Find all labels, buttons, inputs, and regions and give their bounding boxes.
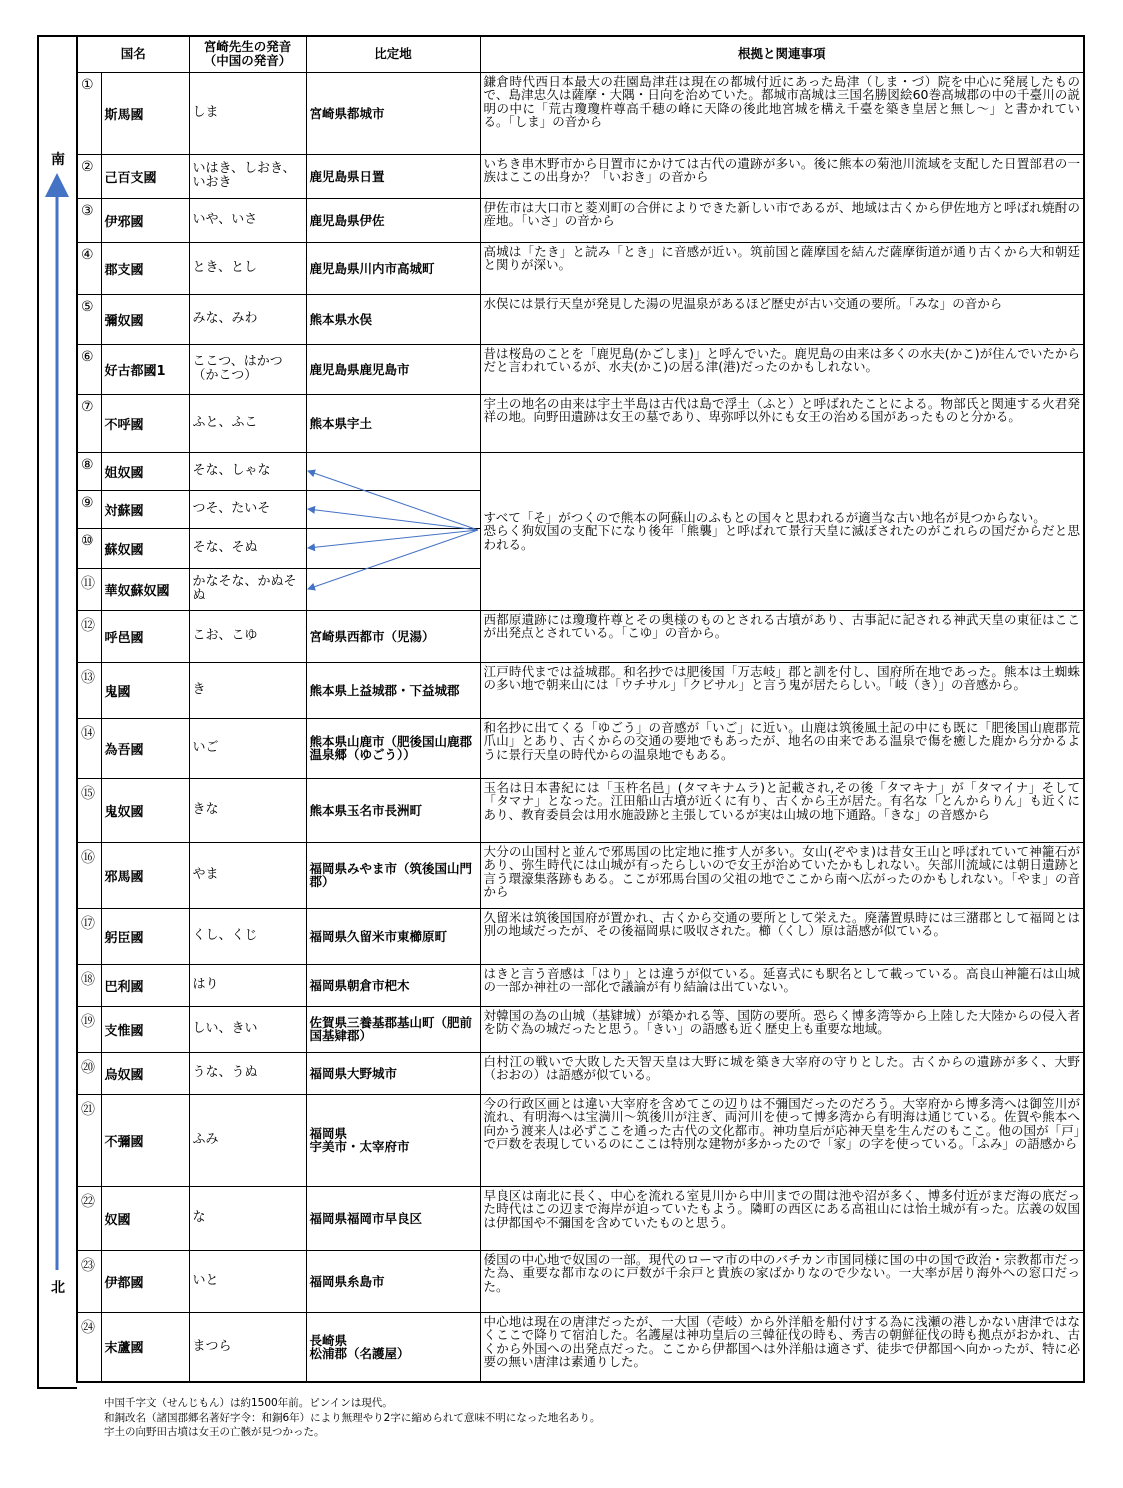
- pronunciation-text: いご: [192, 740, 219, 755]
- pronunciation-text: ふみ: [192, 1132, 219, 1147]
- description-text: 倭国の中心地で奴国の一部。現代のローマ市の中のバチカン市国同様に国の中の国で政治・宗教都市だった為、重要な都市なのに戸数が千余戸と貴族の家ばかりなので少ない。一大率が居り海外への窓口だった。: [483, 1251, 1081, 1294]
- description-text: いちき串木野市から日置市にかけては古代の遺跡が多い。後に熊本の菊池川流域を支配した日置部君の一族はここの出身か？「いおき」の音から: [483, 155, 1081, 184]
- pronunciation: [189, 1006, 306, 1052]
- location-text: 福岡県糸島市: [309, 1273, 385, 1289]
- row-number-text: ㉓: [81, 1257, 95, 1274]
- description-text: 伊佐市は大口市と菱刈町の合併によりできた新しい市であるが、地域は古くから伊佐地方と呼ばれ焼酎の産地。「いさ」の音から: [483, 199, 1081, 228]
- pronunciation-text: ここつ、はかつ（かこつ）: [192, 354, 283, 383]
- pronunciation: [189, 964, 306, 1006]
- description: [480, 718, 1084, 778]
- description-text: 中心地は現在の唐津だったが、一大国（壱岐）から外洋船を船付けする為に浅瀬の港しかない唐津ではなくここで降りて宿泊した。名護屋は神功皇后の三韓征伐の時も、秀吉の朝鮮征伐の時も拠点がおかれ、古くから外国への出発点だった。ここから伊都国へは外洋船は適さず、徒歩で伊都国へ向かったが、特に必要の無い唐津は素通りした。: [483, 1313, 1081, 1369]
- description-text: 和名抄に出てくる「ゆごう」の音感が「いご」に近い。山鹿は筑後風土記の中にも既に「肥後国山鹿郡荒爪山」とあり、古くからの交通の要地でもあったが、地名の由来である温泉で傷を癒した鹿から分かるように景行天皇の時代からの温泉地でもある。: [483, 719, 1081, 762]
- description: [480, 1250, 1084, 1312]
- location-text: 熊本県山鹿市（肥後国山鹿郡温泉郷（ゆごう））: [309, 734, 473, 762]
- location-text: 福岡県みやま市（筑後国山門郡）: [309, 861, 473, 889]
- location-text: 鹿児島県日置: [309, 168, 385, 184]
- pronunciation-text: そな、そぬ: [192, 540, 258, 555]
- location: [306, 154, 480, 198]
- country-name: [101, 842, 189, 908]
- row-number-text: ③: [81, 202, 94, 219]
- table-row: [77, 908, 1084, 964]
- pronunciation-text: まつら: [192, 1338, 232, 1354]
- row-number: [77, 1250, 101, 1312]
- description: [480, 72, 1084, 154]
- pronunciation: [189, 908, 306, 964]
- row-number-text: ⑳: [81, 1059, 95, 1076]
- description-text: 早良区は南北に長く、中心を流れる室見川から中川までの間は池や沼が多く、博多付近がまだ海の底だった時代はこの辺まで海岸が迫っていたもよう。隣町の西区にある高祖山には怡土城が有った。広義の奴国は伊都国や不彌国を含めていたものと思う。: [483, 1187, 1081, 1230]
- table-row: [77, 294, 1084, 344]
- location-text: 熊本県玉名市長洲町: [309, 802, 423, 818]
- location: [306, 610, 480, 662]
- description-text: 江戸時代までは益城郡。和名抄では肥後国「万志岐」郡と訓を付し、国府所在地であった。熊本は土蜘蛛の多い地で朝来山には「ウチサル」「クビサル」と言う鬼が居たらしい。「岐（き）」の音感から。: [483, 663, 1081, 692]
- location: [306, 1312, 480, 1382]
- description: [480, 662, 1084, 718]
- row-number: [77, 154, 101, 198]
- location-text: 熊本県水俣: [309, 311, 373, 327]
- location: [306, 72, 480, 154]
- pronunciation-text: きな: [192, 802, 219, 817]
- pronunciation-text: やま: [192, 867, 219, 882]
- pronunciation: [189, 72, 306, 154]
- pronunciation-text: こお、こゆ: [192, 628, 258, 643]
- pronunciation: [189, 662, 306, 718]
- note-line: 和銅改名（諸国郡郷名著好字令：和銅6年）により無理やり2字に縮められて意味不明になった地名あり。: [104, 1411, 601, 1424]
- country-name-text: 躬臣國: [104, 930, 144, 946]
- country-name: [101, 1250, 189, 1312]
- row-number-text: ㉑: [81, 1101, 95, 1118]
- row-number: [77, 294, 101, 344]
- row-number: [77, 198, 101, 242]
- header-pron-text: 宮崎先生の発音 （中国の発音）: [203, 39, 292, 69]
- table-row: [77, 610, 1084, 662]
- pronunciation-text: ふと、ふこ: [192, 415, 258, 430]
- row-number-text: ⑩: [81, 532, 94, 549]
- pronunciation-text: そな、しゃな: [192, 463, 271, 478]
- description-text: 高城は「たき」と読み「とき」に音感が近い。筑前国と薩摩国を結んだ薩摩街道が通り古くから大和朝廷と関りが深い。: [483, 243, 1081, 272]
- table-row: [77, 718, 1084, 778]
- row-number-text: ⑯: [81, 849, 95, 866]
- country-name: [101, 394, 189, 452]
- south-label: 南: [51, 152, 65, 168]
- description: [480, 908, 1084, 964]
- table-row: [77, 452, 1084, 490]
- note-line: 宇土の向野田古墳は女王の亡骸が見つかった。: [104, 1426, 325, 1438]
- description-text: 大分の山国村と並んで邪馬国の比定地に推す人が多い。女山(ぞやま)は昔女王山と呼ばれていて神籠石があり、弥生時代には山城が有ったらしいので女王が治めていたかもしれない。矢部川流域には朝日遺跡と言う環濠集落跡もある。ここが邪馬台国の父祖の地でここから南へ広がったのかもしれない。「やま」の音から: [483, 843, 1081, 899]
- description-text: 白村江の戦いで大敗した天智天皇は大野に城を築き大宰府の守りとした。古くからの遺跡が多く、大野（おおの）は語感が似ている。: [483, 1053, 1081, 1082]
- description-text: はきと言う音感は「はり」とは違うが似ている。延喜式にも駅名として載っている。高良山神籠石は山城の一部か神社の一部化で議論が有り結論は出ていない。: [483, 965, 1081, 994]
- pronunciation-text: つそ、たいそ: [192, 501, 271, 516]
- location: [306, 718, 480, 778]
- country-name: [101, 1312, 189, 1382]
- header-pron: [189, 36, 306, 72]
- table-row: [77, 1250, 1084, 1312]
- row-number: [77, 1312, 101, 1382]
- country-name-text: 為吾國: [104, 742, 144, 758]
- table-row: [77, 1094, 1084, 1186]
- row-number: [77, 242, 101, 294]
- table-row: [77, 1186, 1084, 1250]
- row-number: [77, 568, 101, 610]
- pronunciation-text: はり: [192, 977, 219, 992]
- location-text: 鹿児島県鹿児島市: [309, 361, 410, 377]
- location: [306, 490, 480, 528]
- row-number: [77, 662, 101, 718]
- row-number: [77, 1094, 101, 1186]
- description: [480, 1186, 1084, 1250]
- header-row: [77, 36, 1084, 72]
- location: [306, 394, 480, 452]
- pronunciation-text: かなそな、かぬそぬ: [192, 574, 297, 603]
- pronunciation: [189, 198, 306, 242]
- country-name-text: 伊邪國: [104, 214, 144, 230]
- description: [480, 964, 1084, 1006]
- table-row: [77, 778, 1084, 842]
- pronunciation-text: うな、うぬ: [192, 1065, 258, 1080]
- country-name-text: 不呼國: [104, 417, 144, 433]
- pronunciation-text: しま: [192, 105, 219, 120]
- row-number-text: ⑲: [81, 1013, 95, 1030]
- pronunciation: [189, 568, 306, 610]
- table-row: [77, 1052, 1084, 1094]
- location: [306, 1186, 480, 1250]
- pronunciation: [189, 1052, 306, 1094]
- location-text: 長崎県 松浦郡（名護屋）: [309, 1332, 410, 1361]
- merged-description-text: すべて「そ」がつくので熊本の阿蘇山のふもとの国々と思われるが適当な古い地名が見つからない。 恐らく狗奴国の支配下になり後年「熊襲」と呼ばれて景行天皇に滅ぼされたのがこれらの国だからだと思われる。: [483, 509, 1081, 552]
- location: [306, 908, 480, 964]
- country-name-text: 斯馬國: [104, 107, 144, 123]
- location-text: 福岡県大野城市: [309, 1065, 398, 1081]
- description-text: 昔は桜島のことを「鹿児島(かごしま)」と呼んでいた。鹿児島の由来は多くの水夫(かこ)が住んでいたからだと言われているが、水夫(かこ)の居る津(港)だったのかもしれない。: [483, 345, 1081, 374]
- row-number-text: ②: [81, 158, 94, 175]
- pronunciation-text: くし、くじ: [192, 928, 258, 943]
- row-number: [77, 344, 101, 394]
- row-number-text: ④: [81, 246, 94, 263]
- pronunciation: [189, 490, 306, 528]
- location: [306, 1250, 480, 1312]
- north-label: 北: [51, 1280, 65, 1296]
- row-number: [77, 610, 101, 662]
- pronunciation: [189, 294, 306, 344]
- country-name: [101, 908, 189, 964]
- pronunciation-text: いと: [192, 1273, 219, 1288]
- table-row: [77, 72, 1084, 154]
- country-name: [101, 718, 189, 778]
- description: [480, 1052, 1084, 1094]
- row-number: [77, 964, 101, 1006]
- table-row: [77, 242, 1084, 294]
- location: [306, 1094, 480, 1186]
- description-text: 宇土の地名の由来は宇土半島は古代は島で浮土（ふと）と呼ばれたことによる。物部氏と関連する火君発祥の地。向野田遺跡は女王の墓であり、卑弥呼以外にも女王の治める国があったものと分かる。: [483, 395, 1081, 424]
- country-name-text: 鬼國: [104, 684, 131, 700]
- row-number-text: ⑰: [81, 915, 95, 932]
- description: [480, 842, 1084, 908]
- row-number: [77, 842, 101, 908]
- description-text: 今の行政区画とは違い大宰府を含めてこの辺りは不彌国だったのだろう。大宰府から博多湾へは御笠川が流れ、有明海へは宝満川～筑後川が注ぎ、両河川を使って博多湾から有明海は通じている。佐賀や熊本へ向かう渡来人は必ずここを通った古代の文化都市。神功皇后が応神天皇を生んだのもここ。他の国が「戸」で戸数を表現しているのにここは特別な建物が多かったので「家」の字を使っている。「ふみ」の語感から: [483, 1095, 1081, 1151]
- location: [306, 528, 480, 568]
- description: [480, 1094, 1084, 1186]
- description: [480, 778, 1084, 842]
- country-name: [101, 154, 189, 198]
- row-number: [77, 394, 101, 452]
- country-name-text: 好古都國1: [104, 363, 166, 379]
- table-row: [77, 662, 1084, 718]
- pronunciation-text: とき、とし: [192, 260, 257, 275]
- row-number-text: ⑫: [81, 617, 95, 634]
- pronunciation-text: いはき、しおき、いおき: [192, 161, 296, 190]
- country-name: [101, 1006, 189, 1052]
- row-number-text: ㉔: [81, 1319, 95, 1336]
- country-name: [101, 344, 189, 394]
- location-text: 熊本県上益城郡・下益城郡: [309, 682, 460, 698]
- country-name: [101, 528, 189, 568]
- country-name: [101, 452, 189, 490]
- table-row: [77, 842, 1084, 908]
- country-name: [101, 72, 189, 154]
- country-name-text: 鬼奴國: [104, 804, 144, 820]
- table-row: [77, 394, 1084, 452]
- location-text: 熊本県宇土: [309, 415, 373, 431]
- description: [480, 610, 1084, 662]
- country-table: [76, 35, 1085, 1383]
- pronunciation-text: しい、きい: [192, 1021, 258, 1036]
- table-row: [77, 154, 1084, 198]
- description-text: 水俣には景行天皇が発見した湯の児温泉があるほど歴史が古い交通の要所。「みな」の音から: [483, 295, 1003, 311]
- row-number: [77, 490, 101, 528]
- location-text: 宮崎県西都市（児湯）: [309, 628, 435, 644]
- location: [306, 294, 480, 344]
- country-name: [101, 568, 189, 610]
- row-number-text: ⑱: [81, 971, 95, 988]
- description: [480, 1312, 1084, 1382]
- row-number: [77, 778, 101, 842]
- row-number-text: ①: [81, 76, 94, 93]
- country-name-text: 支惟國: [104, 1023, 144, 1039]
- country-name: [101, 1052, 189, 1094]
- table-row: [77, 1006, 1084, 1052]
- pronunciation: [189, 718, 306, 778]
- pronunciation: [189, 528, 306, 568]
- country-name: [101, 610, 189, 662]
- row-number: [77, 452, 101, 490]
- location: [306, 568, 480, 610]
- location-text: 鹿児島県伊佐: [309, 212, 385, 228]
- footnotes: [104, 1396, 600, 1440]
- location-text: 宮崎県都城市: [309, 105, 385, 121]
- country-name-text: 伊都國: [104, 1275, 144, 1291]
- pronunciation: [189, 610, 306, 662]
- pronunciation: [189, 1186, 306, 1250]
- country-name: [101, 490, 189, 528]
- row-number-text: ⑮: [81, 785, 95, 802]
- table-row: [77, 1312, 1084, 1382]
- note-line: 中国千字文（せんじもん）は約1500年前。ピンインは現代。: [104, 1397, 393, 1409]
- row-number: [77, 908, 101, 964]
- country-name-text: 不彌國: [104, 1134, 144, 1150]
- location: [306, 1006, 480, 1052]
- country-name: [101, 964, 189, 1006]
- country-name-text: 邪馬國: [104, 869, 144, 885]
- location-text: 鹿児島県川内市高城町: [309, 260, 435, 276]
- location: [306, 198, 480, 242]
- merged-description: [480, 452, 1084, 610]
- pronunciation: [189, 154, 306, 198]
- description-text: 玉名は日本書紀には「玉杵名邑」(タマキナムラ)と記載され,その後「タマキナ」が「タマイナ」そして「タマナ」となった。江田船山古墳が近くに有り、古くから王が居た。有名な「とんからりん」も近くにあり、教育委員会は用水施設跡と主張しているが実は山城の地下通路。「きな」の音感から: [483, 779, 1081, 822]
- description: [480, 1006, 1084, 1052]
- location: [306, 344, 480, 394]
- description: [480, 242, 1084, 294]
- description: [480, 294, 1084, 344]
- country-name: [101, 1186, 189, 1250]
- pronunciation: [189, 344, 306, 394]
- row-number: [77, 1006, 101, 1052]
- row-number: [77, 72, 101, 154]
- description-text: 鎌倉時代西日本最大の荘園島津荘は現在の都城付近にあった島津（しま・づ）院を中心に発展したもので、島津忠久は薩摩・大隅・日向を治めていた。都城市高城は三国名勝図絵60巻高城郡の中の千臺川の説明の中に「荒古瓊瓊杵尊高千穂の峰に天降の後此地宮城を構え千臺を築き皇居と無し～」と書かれている。「しま」の音から: [483, 73, 1081, 129]
- direction-column: [37, 35, 77, 1389]
- row-number-text: ㉒: [81, 1193, 95, 1210]
- location: [306, 452, 480, 490]
- country-name: [101, 778, 189, 842]
- table-row: [77, 964, 1084, 1006]
- row-number-text: ⑪: [81, 575, 95, 592]
- row-number-text: ⑭: [81, 725, 95, 742]
- row-number-text: ⑦: [81, 398, 94, 415]
- location-text: 福岡県福岡市早良区: [309, 1210, 423, 1226]
- country-name-text: 奴國: [104, 1212, 131, 1228]
- description-text: 久留米は筑後国国府が置かれ、古くから交通の要所として栄えた。廃藩置県時には三潴郡として福岡とは別の地域だったが、その後福岡県に吸収された。櫛（くし）原は語感が似ている。: [483, 909, 1081, 938]
- pronunciation: [189, 394, 306, 452]
- country-name: [101, 242, 189, 294]
- description-text: 西都原遺跡には瓊瓊杵尊とその奥様のものとされる古墳があり、古事記に記される神武天皇の東征はここが出発点とされている。「こゆ」の音から。: [483, 611, 1081, 640]
- country-name-text: 末蘆國: [104, 1341, 144, 1357]
- row-number-text: ⑨: [81, 494, 94, 511]
- location-text: 福岡県久留米市東櫛原町: [309, 928, 448, 944]
- pronunciation-text: き: [192, 682, 206, 697]
- pronunciation: [189, 1094, 306, 1186]
- description: [480, 154, 1084, 198]
- description: [480, 344, 1084, 394]
- row-number: [77, 528, 101, 568]
- country-name-text: 呼邑國: [104, 630, 144, 646]
- pronunciation: [189, 452, 306, 490]
- country-name-text: 彌奴國: [104, 313, 144, 329]
- country-name-text: 郡支國: [104, 262, 144, 278]
- location-text: 佐賀県三養基郡基山町（肥前国基肄郡）: [309, 1015, 473, 1043]
- location: [306, 964, 480, 1006]
- table-row: [77, 198, 1084, 242]
- row-number-text: ⑬: [81, 669, 95, 686]
- row-number-text: ⑥: [81, 348, 94, 365]
- location: [306, 662, 480, 718]
- country-name: [101, 662, 189, 718]
- location-text: 福岡県 宇美市・太宰府市: [309, 1126, 410, 1154]
- row-number-text: ⑤: [81, 298, 94, 315]
- row-number: [77, 1052, 101, 1094]
- row-number: [77, 718, 101, 778]
- location: [306, 778, 480, 842]
- pronunciation-text: いや、いさ: [192, 212, 258, 227]
- country-name-text: 己百支國: [104, 170, 157, 186]
- header-desc: 根拠と関連事項: [480, 36, 1084, 72]
- country-name-text: 烏奴國: [104, 1067, 144, 1083]
- pronunciation-text: な: [192, 1210, 206, 1225]
- row-number-text: ⑧: [81, 456, 94, 473]
- description-text: 対韓国の為の山城（基肄城）が築かれる等、国防の要所。恐らく博多湾等から上陸した大陸からの侵入者を防ぐ為の城だったと思う。「きい」の語感も近く歴史上も重要な地域。: [483, 1007, 1081, 1036]
- country-name-text: 蘇奴國: [104, 542, 144, 558]
- row-number: [77, 1186, 101, 1250]
- pronunciation: [189, 1312, 306, 1382]
- header-loc: 比定地: [306, 36, 480, 72]
- location-text: 福岡県朝倉市杷木: [309, 977, 410, 993]
- country-name-text: 姐奴國: [104, 465, 144, 481]
- description: [480, 394, 1084, 452]
- country-name-text: 対蘇國: [104, 503, 144, 519]
- country-name: [101, 198, 189, 242]
- country-name: [101, 1094, 189, 1186]
- location: [306, 842, 480, 908]
- pronunciation: [189, 778, 306, 842]
- pronunciation: [189, 1250, 306, 1312]
- location: [306, 242, 480, 294]
- header-name: 国名: [77, 36, 189, 72]
- pronunciation: [189, 242, 306, 294]
- pronunciation: [189, 842, 306, 908]
- country-name: [101, 294, 189, 344]
- country-name-text: 華奴蘇奴國: [104, 583, 170, 599]
- country-name-text: 巴利國: [104, 979, 144, 995]
- location: [306, 1052, 480, 1094]
- table-row: [77, 344, 1084, 394]
- description: [480, 198, 1084, 242]
- pronunciation-text: みな、みわ: [192, 311, 258, 326]
